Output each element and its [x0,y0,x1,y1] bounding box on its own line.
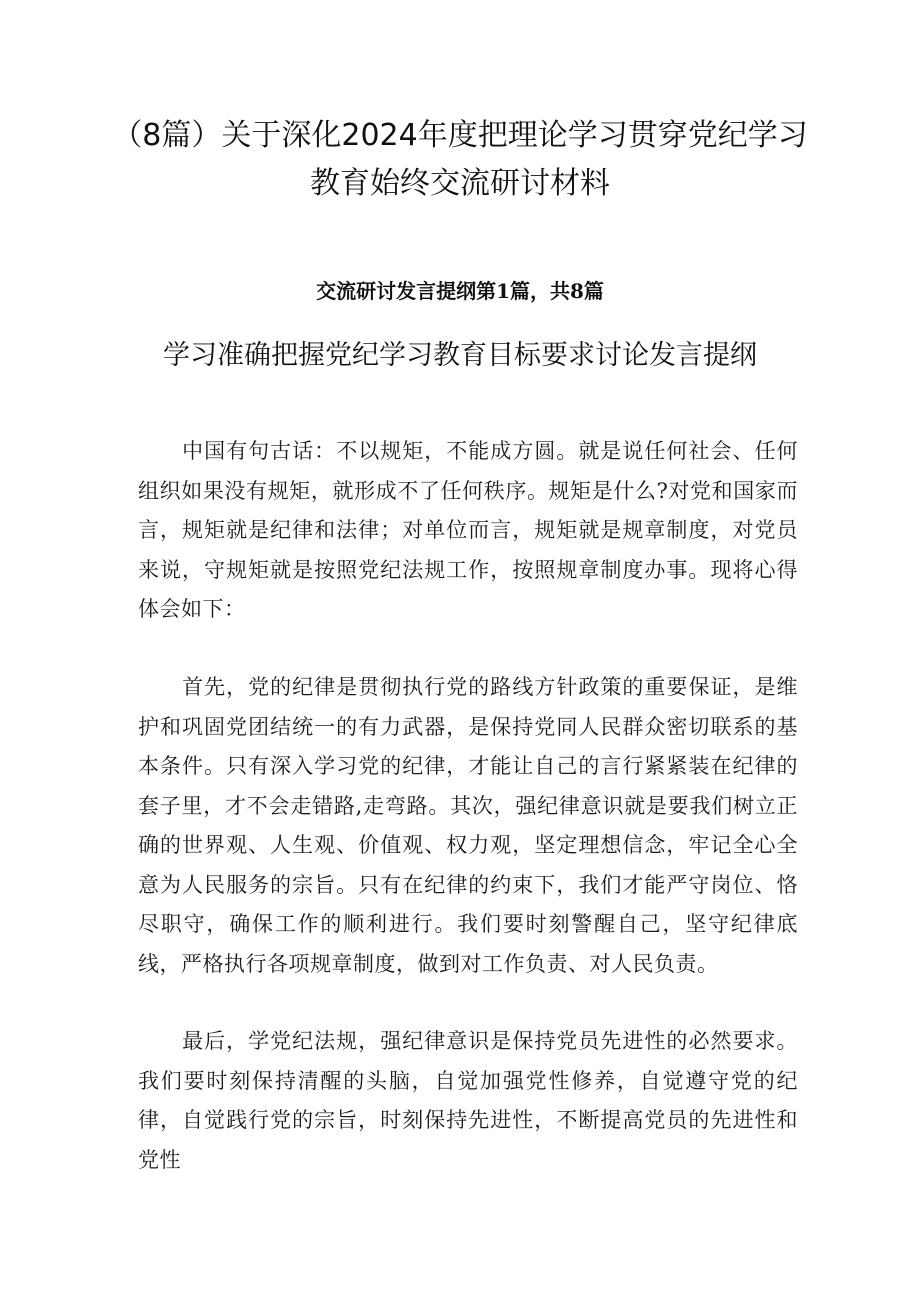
paragraph-intro: 中国有句古话：不以规矩，不能成方圆。就是说任何社会、任何组织如果没有规矩，就形成不了任何秩序。规矩是什么?对党和国家而言，规矩就是纪律和法律；对单位而言，规矩就是规章制度，对党员来说，守规矩就是按照党纪法规工作，按照规章制度办事。现将心得体会如下： [138,439,798,621]
document-title: （8篇）关于深化2024年度把理论学习贯穿党纪学习教育始终交流研讨材料 [112,118,808,201]
paragraph-last: 最后，学党纪法规，强纪律意识是保持党员先进性的必然要求。我们要时刻保持清醒的头脑，自觉加强党性修养，自觉遵守党的纪律，自觉践行党的宗旨，时刻保持先进性，不断提高党员的先进性和党性 [138,1029,798,1172]
speech-subtitle: 学习准确把握党纪学习教育目标要求讨论发言提纲 [163,340,757,371]
series-label: 交流研讨发言提纲第1篇，共8篇 [316,279,604,303]
paragraph-first: 首先，党的纪律是贯彻执行党的路线方针政策的重要保证，是维护和巩固党团结统一的有力武器，是保持党同人民群众密切联系的基本条件。只有深入学习党的纪律，才能让自己的言行紧紧装在纪律的套子里，才不会走错路,走弯路。其次，强纪律意识就是要我们树立正确的世界观、人生观、价值观、权力观，坚定理想信念，牢记全心全意为人民服务的宗旨。只有在纪律的约束下，我们才能严守岗位、恪尽职守，确保工作的顺利进行。我们要时刻警醒自己，坚守纪律底线，严格执行各项规章制度，做到对工作负责、对人民负责。 [138,675,798,976]
